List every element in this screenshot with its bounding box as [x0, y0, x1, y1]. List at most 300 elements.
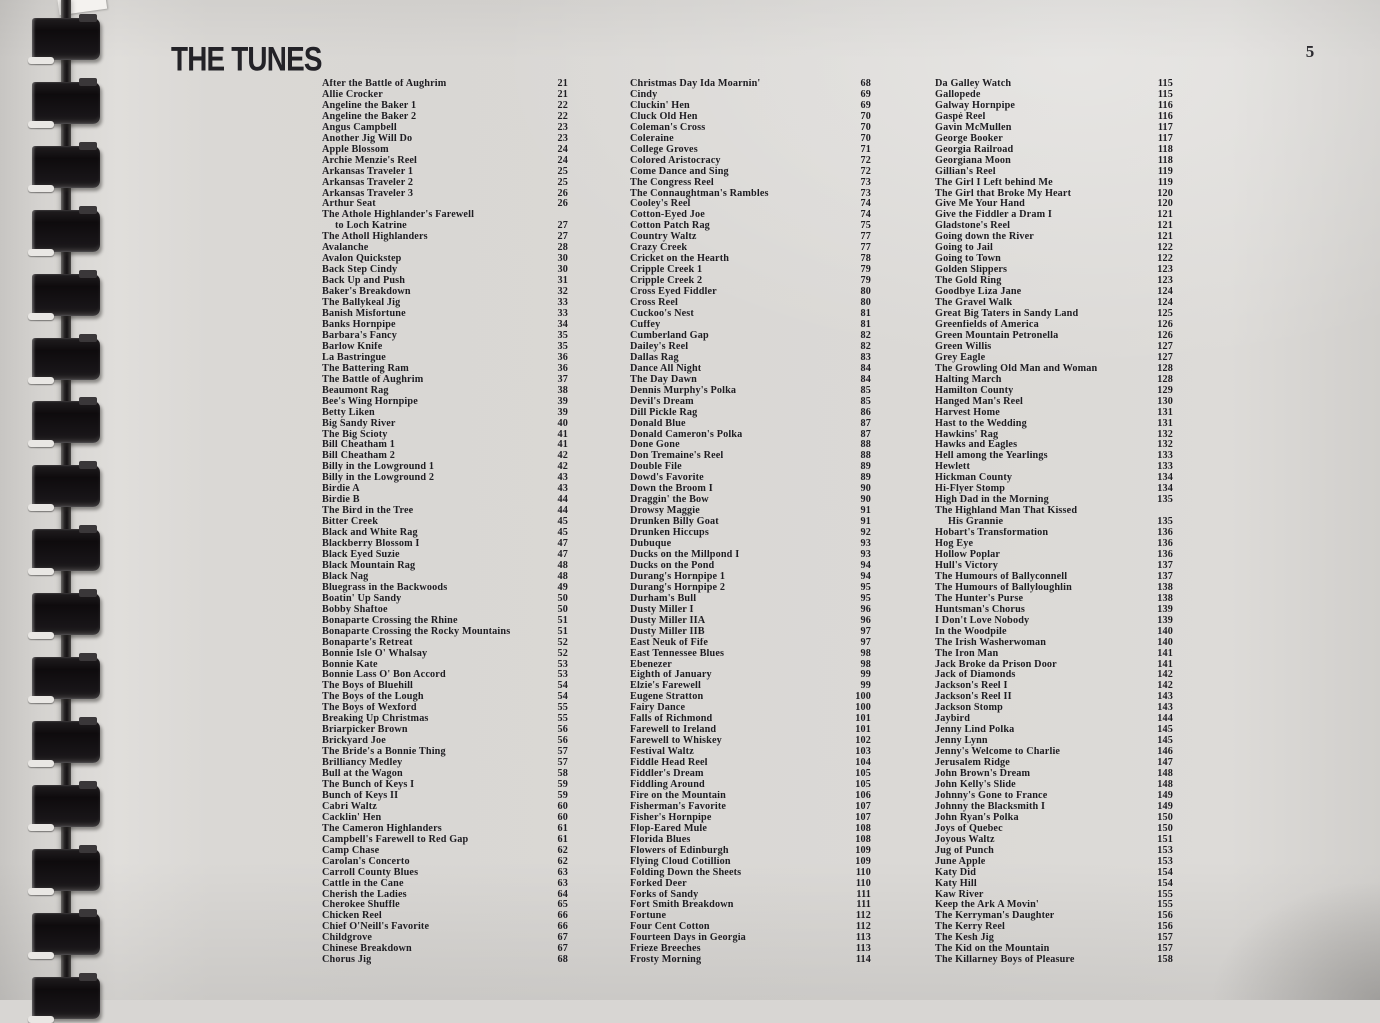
tune-name: The Bride's a Bonnie Thing — [322, 747, 446, 758]
tune-page-number: 50 — [557, 592, 568, 604]
tune-page-number: 84 — [860, 373, 871, 385]
tune-page-number: 70 — [860, 110, 871, 122]
tune-name: Joyous Waltz — [935, 834, 995, 845]
tune-page-number: 31 — [557, 275, 568, 287]
tune-page-number: 21 — [557, 88, 568, 100]
index-entry — [630, 189, 871, 200]
tune-name: Cluck Old Hen — [630, 111, 698, 122]
tune-name: Black Nag — [322, 571, 369, 582]
tune-page-number: 131 — [1157, 417, 1173, 429]
index-entry — [935, 397, 1173, 408]
tune-page-number: 58 — [557, 768, 568, 780]
index-entry — [630, 199, 871, 210]
tune-name: Billy in the Lowground 2 — [322, 473, 435, 484]
index-entry — [935, 846, 1173, 857]
tune-name: Blackberry Blossom I — [322, 539, 420, 550]
tune-page-number: 63 — [557, 877, 568, 889]
tune-page-number: 144 — [1157, 713, 1173, 725]
tune-page-number: 63 — [557, 866, 568, 878]
tune-name: Falls of Richmond — [630, 714, 713, 725]
tune-page-number: 123 — [1157, 275, 1173, 287]
tune-name: Huntsman's Chorus — [935, 604, 1026, 615]
tune-name: Fairy Dance — [630, 703, 686, 714]
tune-page-number: 35 — [557, 329, 568, 341]
tune-name: Harvest Home — [935, 407, 1000, 418]
tune-name: Angeline the Baker 2 — [322, 111, 417, 122]
tune-page-number: 134 — [1157, 472, 1173, 484]
tune-name: The Day Dawn — [630, 374, 697, 385]
index-entry — [935, 199, 1173, 210]
index-entry — [935, 276, 1173, 287]
tune-page-number: 148 — [1157, 768, 1173, 780]
index-entry — [322, 583, 568, 594]
tune-name: Arkansas Traveler 1 — [322, 166, 414, 177]
tune-name: Jaybird — [935, 714, 971, 725]
tune-name: Frieze Breeches — [630, 944, 701, 955]
tune-name: Birdie A — [322, 484, 360, 495]
tune-page-number: 62 — [557, 855, 568, 867]
tune-name: Drunken Billy Goat — [630, 517, 719, 528]
index-entry — [935, 747, 1173, 758]
index-entry — [630, 638, 871, 649]
tune-name: Drunken Hiccups — [630, 528, 709, 539]
index-entry — [322, 758, 568, 769]
tune-page-number: 143 — [1157, 702, 1173, 714]
index-entry — [630, 145, 871, 156]
index-entry — [935, 353, 1173, 364]
index-entry — [935, 681, 1173, 692]
tune-page-number: 96 — [860, 603, 871, 615]
tune-page-number: 59 — [557, 789, 568, 801]
tune-name: The Highland Man That Kissed — [935, 506, 1078, 517]
index-entry — [935, 364, 1173, 375]
index-entry — [322, 484, 568, 495]
tune-name: The Boys of the Lough — [322, 692, 424, 703]
tune-name: Hog Eye — [935, 539, 974, 550]
tune-name: Big Sandy River — [322, 418, 396, 429]
index-entry — [935, 758, 1173, 769]
tune-page-number: 51 — [557, 614, 568, 626]
index-entry — [935, 857, 1173, 868]
index-entry — [322, 123, 568, 134]
index-entry — [322, 167, 568, 178]
tune-page-number: 57 — [557, 757, 568, 769]
tune-name: Banish Misfortune — [322, 309, 406, 320]
tune-name: The Connaughtman's Rambles — [630, 188, 769, 199]
tune-name: Great Big Taters in Sandy Land — [935, 309, 1079, 320]
index-entry — [630, 79, 871, 90]
index-entry — [935, 561, 1173, 572]
tune-page-number: 136 — [1157, 548, 1173, 560]
tune-page-number: 156 — [1157, 921, 1173, 933]
tune-name: Georgia Railroad — [935, 144, 1014, 155]
tune-page-number: 147 — [1157, 757, 1173, 769]
index-entry — [322, 714, 568, 725]
index-entry — [935, 769, 1173, 780]
index-entry — [935, 462, 1173, 473]
index-entry — [630, 419, 871, 430]
tune-name: East Tennessee Blues — [630, 648, 725, 659]
index-entry — [322, 134, 568, 145]
tune-name: Jackson's Reel II — [935, 692, 1012, 703]
index-entry — [630, 725, 871, 736]
tune-name: Jenny Lynn — [935, 736, 988, 747]
tune-name: Down the Broom I — [630, 484, 713, 495]
tune-page-number: 73 — [860, 176, 871, 188]
tune-page-number: 77 — [860, 231, 871, 243]
tune-page-number: 135 — [1157, 494, 1173, 506]
tune-name: Chief O'Neill's Favorite — [322, 922, 430, 933]
tune-name: Ducks on the Pond — [630, 560, 715, 571]
index-entry — [935, 802, 1173, 813]
tune-name: Angeline the Baker 1 — [322, 100, 417, 111]
tune-page-number: 48 — [557, 559, 568, 571]
index-entry — [935, 616, 1173, 627]
tune-name: Hickman County — [935, 473, 1013, 484]
tune-name: Draggin' the Bow — [630, 495, 709, 506]
index-entry — [322, 900, 568, 911]
tune-name: Carolan's Concerto — [322, 856, 410, 867]
tune-page-number: 73 — [860, 187, 871, 199]
tune-page-number: 98 — [860, 658, 871, 670]
tune-name: Brilliancy Medley — [322, 758, 403, 769]
tune-page-number: 136 — [1157, 527, 1173, 539]
index-entry — [935, 495, 1173, 506]
index-entry — [322, 605, 568, 616]
index-entry — [322, 440, 568, 451]
tune-page-number: 22 — [557, 110, 568, 122]
tune-page-number: 21 — [557, 78, 568, 89]
index-entry — [935, 101, 1173, 112]
index-entry — [322, 868, 568, 879]
tune-name: Flowers of Edinburgh — [630, 845, 729, 856]
index-entry — [630, 813, 871, 824]
tune-name: Coleman's Cross — [630, 122, 706, 133]
tune-page-number: 56 — [557, 724, 568, 736]
tune-page-number: 100 — [855, 691, 871, 703]
tune-page-number: 57 — [557, 746, 568, 758]
tune-page-number: 48 — [557, 570, 568, 582]
tune-name: to Loch Katrine — [335, 221, 407, 232]
tune-page-number: 52 — [557, 636, 568, 648]
tune-name: Donald Cameron's Polka — [630, 429, 743, 440]
tune-name: Jackson's Reel I — [935, 681, 1008, 692]
index-entry — [322, 681, 568, 692]
binding-tooth — [32, 146, 100, 188]
tune-page-number: 138 — [1157, 592, 1173, 604]
index-entry — [322, 265, 568, 276]
index-entry — [322, 331, 568, 342]
tune-page-number: 52 — [557, 647, 568, 659]
tune-page-number: 36 — [557, 351, 568, 363]
tune-page-number: 142 — [1157, 680, 1173, 692]
tune-name: Birdie B — [322, 495, 360, 506]
index-entry — [935, 408, 1173, 419]
tune-name: Cross Eyed Fiddler — [630, 287, 717, 298]
index-entry — [630, 605, 871, 616]
tune-name: Bitter Creek — [322, 517, 379, 528]
tune-name: Billy in the Lowground 1 — [322, 462, 435, 473]
tune-name: Christmas Day Ida Moarnin' — [630, 79, 761, 89]
index-entry — [630, 232, 871, 243]
index-entry — [935, 210, 1173, 221]
tune-page-number: 93 — [860, 538, 871, 550]
tune-name: Arthur Seat — [322, 199, 376, 210]
tune-page-number: 135 — [1157, 516, 1173, 528]
index-entry — [322, 791, 568, 802]
tune-page-number: 149 — [1157, 800, 1173, 812]
tune-name: Fiddle Head Reel — [630, 758, 708, 769]
tune-name: Johnny's Gone to France — [935, 790, 1048, 801]
tune-page-number: 68 — [860, 78, 871, 89]
index-entry — [630, 287, 871, 298]
tune-page-number: 148 — [1157, 779, 1173, 790]
tune-page-number: 93 — [860, 548, 871, 560]
index-entry — [630, 703, 871, 714]
tune-page-number: 50 — [557, 603, 568, 615]
tune-name: Dusty Miller IIA — [630, 615, 706, 626]
tune-page-number: 39 — [557, 395, 568, 407]
tune-page-number: 113 — [855, 932, 871, 944]
index-entry — [935, 375, 1173, 386]
tune-name: The Iron Man — [935, 648, 999, 659]
tune-name: The Gravel Walk — [935, 298, 1013, 309]
tune-name: Hobart's Transformation — [935, 528, 1049, 539]
index-entry — [935, 890, 1173, 901]
tune-name: Cripple Creek 2 — [630, 276, 703, 287]
index-entry — [322, 813, 568, 824]
index-entry — [322, 638, 568, 649]
index-entry — [935, 660, 1173, 671]
page-title: THE TUNES — [171, 40, 322, 79]
tune-page-number: 117 — [1157, 132, 1173, 144]
tune-name: Gladstone's Reel — [935, 221, 1011, 232]
index-entry — [935, 933, 1173, 944]
tune-name: Eugene Stratton — [630, 692, 704, 703]
index-entry — [322, 462, 568, 473]
index-entry — [935, 879, 1173, 890]
tune-page-number: 42 — [557, 461, 568, 473]
index-entry — [935, 440, 1173, 451]
index-entry — [935, 123, 1173, 134]
tune-page-number: 86 — [860, 406, 871, 418]
tune-page-number: 47 — [557, 538, 568, 550]
tune-name: Allie Crocker — [322, 89, 383, 100]
tune-name: Fiddler's Dream — [630, 769, 704, 780]
tune-name: Give Me Your Hand — [935, 199, 1025, 210]
tune-name: Cattle in the Cane — [322, 878, 404, 889]
tune-page-number: 154 — [1157, 877, 1173, 889]
tune-page-number: 23 — [557, 132, 568, 144]
tune-page-number: 33 — [557, 297, 568, 309]
tune-page-number: 36 — [557, 362, 568, 374]
index-entry — [322, 616, 568, 627]
tune-page-number: 120 — [1157, 187, 1173, 199]
tune-name: Don Tremaine's Reel — [630, 451, 724, 462]
tune-name: Arkansas Traveler 3 — [322, 188, 414, 199]
index-entry — [935, 90, 1173, 101]
tune-page-number: 26 — [557, 187, 568, 199]
tune-name: Fourteen Days in Georgia — [630, 933, 746, 944]
tune-name: Cindy — [630, 89, 658, 100]
tune-name: Georgiana Moon — [935, 155, 1011, 166]
tune-name: Golden Slippers — [935, 265, 1008, 276]
tune-name: John Kelly's Slide — [935, 780, 1016, 790]
index-entry — [630, 309, 871, 320]
tune-page-number: 131 — [1157, 406, 1173, 418]
tune-page-number: 134 — [1157, 483, 1173, 495]
index-entry — [322, 660, 568, 671]
tune-page-number: 25 — [557, 165, 568, 177]
tune-name: Cotton-Eyed Joe — [630, 210, 705, 221]
index-entry — [322, 911, 568, 922]
tune-page-number: 66 — [557, 910, 568, 922]
tune-page-number: 107 — [855, 800, 871, 812]
index-entry — [322, 725, 568, 736]
tune-page-number: 84 — [860, 362, 871, 374]
tune-page-number: 109 — [855, 844, 871, 856]
index-entry — [935, 835, 1173, 846]
index-entry — [935, 167, 1173, 178]
tune-name: Katy Did — [935, 867, 977, 878]
index-entry — [322, 780, 568, 791]
index-entry — [630, 769, 871, 780]
index-entry — [630, 210, 871, 221]
tune-name: Bobby Shaftoe — [322, 604, 388, 615]
index-entry — [630, 320, 871, 331]
tune-name: Double File — [630, 462, 682, 473]
index-entry — [322, 528, 568, 539]
tune-page-number: 24 — [557, 143, 568, 155]
tune-name: Going down the River — [935, 232, 1034, 243]
tune-name: Cabri Waltz — [322, 801, 377, 812]
index-entry — [630, 835, 871, 846]
tune-name: The Cameron Highlanders — [322, 823, 442, 834]
index-entry — [935, 900, 1173, 911]
index-entry — [322, 298, 568, 309]
tune-name: Hewlett — [935, 462, 970, 473]
index-entry — [322, 703, 568, 714]
tune-name: Donald Blue — [630, 418, 686, 429]
index-entry — [322, 517, 568, 528]
index-entry — [322, 156, 568, 167]
tune-page-number: 128 — [1157, 362, 1173, 374]
tune-page-number: 158 — [1157, 954, 1173, 966]
tune-name: Bonnie Lass O' Bon Accord — [322, 670, 446, 681]
tune-name: Flying Cloud Cotillion — [630, 856, 731, 867]
binding-tooth — [32, 785, 100, 827]
tune-name: Dailey's Reel — [630, 341, 689, 352]
tune-name: Florida Blues — [630, 834, 691, 845]
index-entry — [322, 670, 568, 681]
tune-page-number: 91 — [860, 505, 871, 517]
tune-name: After the Battle of Aughrim — [322, 79, 447, 89]
tune-page-number: 83 — [860, 351, 871, 363]
tune-page-number: 54 — [557, 691, 568, 703]
tune-name: Kaw River — [935, 889, 984, 900]
tune-page-number: 110 — [855, 866, 871, 878]
index-entry — [630, 791, 871, 802]
tune-name: Chinese Breakdown — [322, 944, 412, 955]
tune-name: Joys of Quebec — [935, 823, 1003, 834]
tune-name: Festival Waltz — [630, 747, 694, 758]
tune-page-number: 121 — [1157, 209, 1173, 221]
tune-name: The Kerry Reel — [935, 922, 1005, 933]
tune-page-number: 122 — [1157, 242, 1173, 254]
index-entry — [322, 495, 568, 506]
index-entry — [322, 539, 568, 550]
tune-name: The Congress Reel — [630, 177, 714, 188]
index-entry — [322, 199, 568, 210]
index-entry — [630, 747, 871, 758]
index-entry — [322, 835, 568, 846]
tune-page-number: 41 — [557, 439, 568, 451]
tune-page-number: 87 — [860, 428, 871, 440]
tune-page-number: 118 — [1157, 154, 1173, 166]
tune-name: Bluegrass in the Backwoods — [322, 582, 448, 593]
index-entry — [935, 451, 1173, 462]
tune-page-number: 85 — [860, 395, 871, 407]
index-entry — [630, 101, 871, 112]
tune-page-number: 108 — [855, 822, 871, 834]
tune-name: Forks of Sandy — [630, 889, 699, 900]
tune-page-number: 120 — [1157, 198, 1173, 210]
index-entry — [630, 484, 871, 495]
tune-page-number: 145 — [1157, 735, 1173, 747]
tune-page-number: 115 — [1157, 78, 1173, 89]
index-entry — [322, 879, 568, 890]
tune-name: The Humours of Ballyconnell — [935, 571, 1068, 582]
index-entry — [630, 681, 871, 692]
index-entry — [630, 221, 871, 232]
tune-name: Campbell's Farewell to Red Gap — [322, 834, 469, 845]
tune-page-number: 97 — [860, 625, 871, 637]
tune-name: Fiddling Around — [630, 780, 705, 790]
tune-name: Dance All Night — [630, 363, 702, 374]
tune-page-number: 121 — [1157, 231, 1173, 243]
index-entry — [322, 649, 568, 660]
index-entry — [630, 265, 871, 276]
index-entry — [322, 473, 568, 484]
tune-name: Bonaparte Crossing the Rhine — [322, 615, 458, 626]
tune-page-number: 139 — [1157, 614, 1173, 626]
binding-tooth — [32, 82, 100, 124]
tune-page-number: 79 — [860, 275, 871, 287]
tune-name: Fortune — [630, 911, 667, 922]
index-entry — [322, 627, 568, 638]
index-entry — [630, 178, 871, 189]
tune-page-number: 132 — [1157, 428, 1173, 440]
tune-page-number: 136 — [1157, 538, 1173, 550]
index-entry — [630, 353, 871, 364]
index-entry — [630, 495, 871, 506]
tune-name: Jenny Lind Polka — [935, 725, 1015, 736]
index-entry — [322, 430, 568, 441]
index-entry — [935, 572, 1173, 583]
binding-tooth — [32, 977, 100, 1019]
binding-tooth — [32, 465, 100, 507]
index-entry — [630, 123, 871, 134]
tune-page-number: 53 — [557, 658, 568, 670]
tune-name: Fisherman's Favorite — [630, 801, 727, 812]
tune-page-number: 95 — [860, 581, 871, 593]
index-entry — [322, 364, 568, 375]
tune-name: Bill Cheatham 2 — [322, 451, 396, 462]
tune-name: Bonaparte's Retreat — [322, 637, 413, 648]
index-entry — [630, 451, 871, 462]
binding-tooth — [32, 721, 100, 763]
tune-name: Farewell to Ireland — [630, 725, 717, 736]
